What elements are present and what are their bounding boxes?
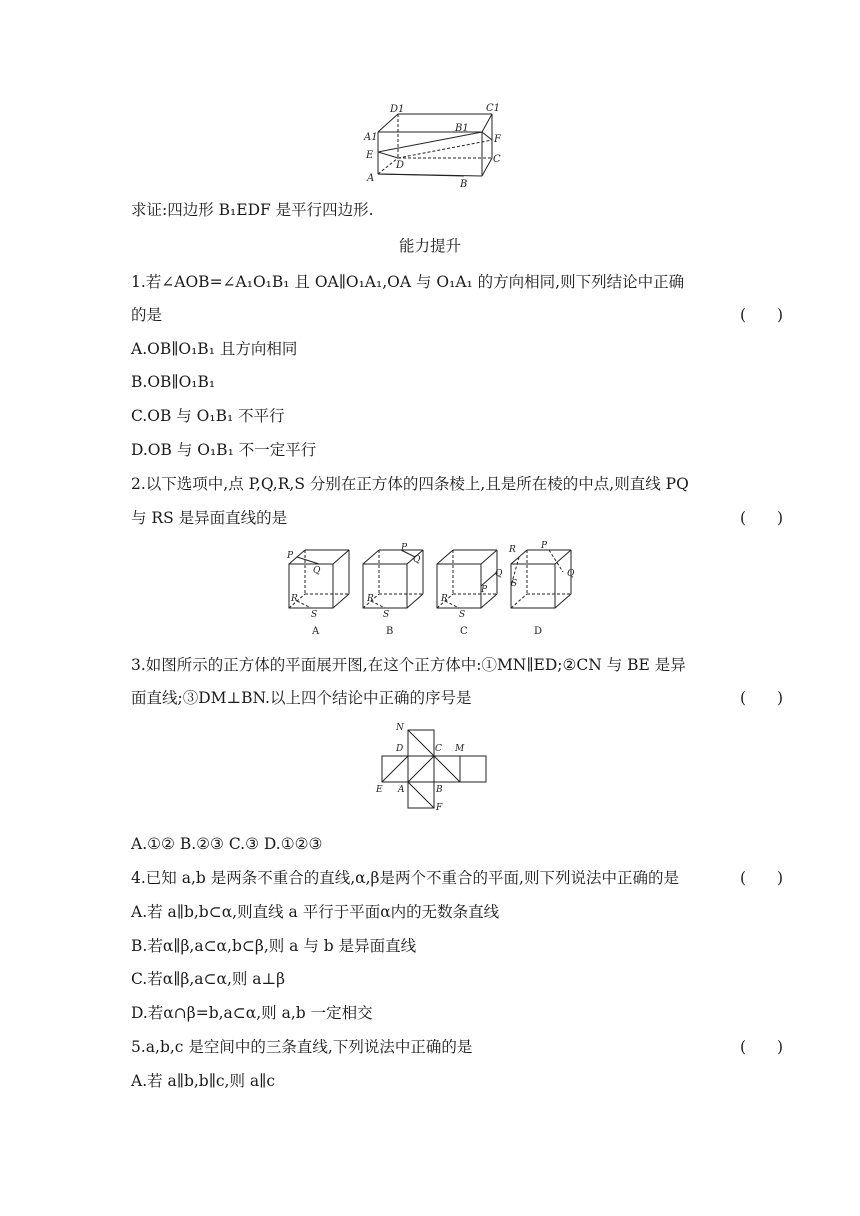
svg-text:Q: Q (313, 566, 321, 576)
q4-line-1: 4.已知 a,b 是两条不重合的直线,α,β是两个不重合的平面,则下列说法中正确的是 (131, 869, 679, 887)
q4-option-b: B.若α∥β,a⊂α,b⊂β,则 a 与 b 是异面直线 (131, 937, 417, 955)
cube-caption-c: C (460, 626, 468, 637)
svg-text:R: R (367, 594, 374, 604)
q4-option-c: C.若α∥β,a⊂α,则 a⊥β (131, 970, 286, 988)
proof-statement: 求证:四边形 B₁EDF 是平行四边形. (131, 201, 374, 219)
label-C: C (493, 154, 501, 165)
q2-line-1: 2.以下选项中,点 P,Q,R,S 分别在正方体的四条棱上,且是所在棱的中点,则直线 PQ (131, 475, 689, 493)
q5-answer-paren[interactable]: ( ) (740, 1038, 784, 1056)
cube-caption-b: B (386, 626, 394, 637)
net-label-c: C (435, 744, 442, 754)
net-label-e: E (376, 785, 383, 795)
net-label-f: F (436, 803, 443, 813)
q5-line-1: 5.a,b,c 是空间中的三条直线,下列说法中正确的是 (131, 1038, 473, 1056)
svg-text:S: S (311, 610, 318, 620)
q3-line-1: 3.如图所示的正方体的平面展开图,在这个正方体中:①MN∥ED;②CN 与 BE 是异 (131, 656, 686, 674)
net-label-b: B (436, 785, 443, 795)
q1-line-1: 1.若∠AOB=∠A₁O₁B₁ 且 OA∥O₁A₁,OA 与 O₁A₁ 的方向相同,则下列结论中正确 (131, 273, 685, 291)
svg-text:P: P (481, 585, 488, 595)
svg-text:R: R (291, 594, 298, 604)
cube-options-figure (283, 540, 573, 640)
net-label-a: A (398, 785, 405, 795)
q3-line-2: 面直线;③DM⊥BN.以上四个结论中正确的序号是 (131, 689, 472, 707)
q4-answer-paren[interactable]: ( ) (740, 869, 784, 887)
q1-option-c: C.OB 与 O₁B₁ 不平行 (131, 407, 285, 425)
label-B: B (460, 179, 468, 190)
label-B1: B1 (455, 123, 469, 134)
q3-answer-paren[interactable]: ( ) (740, 689, 784, 707)
svg-text:S: S (511, 579, 518, 589)
section-title: 能力提升 (398, 237, 461, 255)
label-A1: A1 (364, 132, 378, 143)
label-C1: C1 (486, 103, 501, 114)
q5-option-a: A.若 a∥b,b∥c,则 a∥c (131, 1072, 275, 1090)
svg-text:P: P (287, 551, 294, 561)
label-A: A (367, 173, 375, 184)
q1-line-2: 的是 (131, 306, 163, 324)
net-label-n: N (396, 723, 404, 733)
net-label-d: D (396, 744, 404, 754)
q2-answer-paren[interactable]: ( ) (740, 509, 784, 527)
box-figure (360, 100, 510, 192)
cube-net-figure (372, 718, 492, 814)
label-F: F (494, 134, 501, 145)
q1-answer-paren[interactable]: ( ) (740, 306, 784, 324)
label-D: D (396, 160, 405, 171)
svg-text:S: S (383, 610, 390, 620)
label-D1: D1 (390, 104, 405, 115)
svg-text:Q: Q (567, 569, 575, 579)
q1-option-d: D.OB 与 O₁B₁ 不一定平行 (131, 441, 317, 459)
svg-text:R: R (509, 545, 516, 555)
q3-options: A.①② B.②③ C.③ D.①②③ (131, 835, 323, 853)
svg-text:Q: Q (413, 555, 421, 565)
label-E: E (366, 150, 374, 161)
svg-text:R: R (441, 594, 448, 604)
net-label-m: M (455, 744, 465, 754)
svg-text:S: S (459, 610, 466, 620)
cube-caption-a: A (312, 626, 320, 637)
svg-text:P: P (401, 543, 408, 553)
q2-line-2: 与 RS 是异面直线的是 (131, 509, 288, 527)
q1-option-b: B.OB∥O₁B₁ (131, 373, 216, 391)
svg-text:P: P (541, 541, 548, 551)
cube-caption-d: D (534, 626, 543, 637)
svg-text:Q: Q (495, 569, 503, 579)
q4-option-a: A.若 a∥b,b⊂α,则直线 a 平行于平面α内的无数条直线 (131, 903, 500, 921)
q4-option-d: D.若α∩β=b,a⊂α,则 a,b 一定相交 (131, 1004, 373, 1022)
q1-option-a: A.OB∥O₁B₁ 且方向相同 (131, 340, 298, 358)
